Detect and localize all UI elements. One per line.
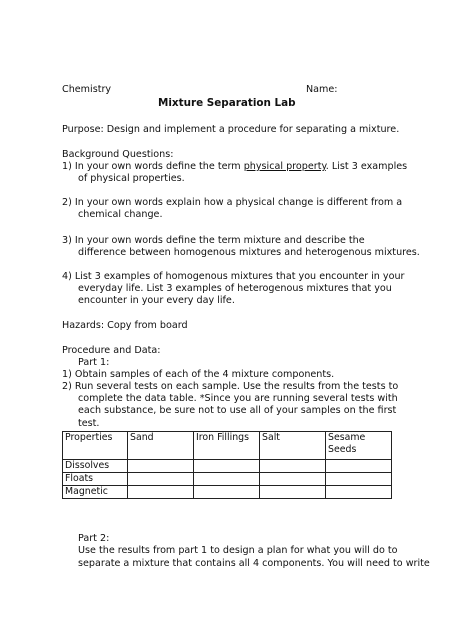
table-cell bbox=[326, 473, 392, 486]
s2-number: 2) bbox=[62, 381, 72, 392]
table-cell bbox=[260, 473, 326, 486]
q1-number: 1) bbox=[62, 161, 72, 172]
question-4 bbox=[62, 271, 405, 283]
table-cell bbox=[260, 460, 326, 473]
q4-line3: encounter in your every day life. bbox=[78, 295, 235, 306]
q2-line1: In your own words explain how a physical change is different from a bbox=[74, 197, 403, 208]
q1-line2: of physical properties. bbox=[78, 173, 185, 184]
part2-line2: separate a mixture that contains all 4 components. You will need to write bbox=[78, 558, 430, 569]
q3-line2: difference between homogenous mixtures and heterogenous mixtures. bbox=[78, 247, 420, 258]
q3-line1: In your own words define the term mixture and describe the bbox=[74, 235, 365, 246]
row-label: Magnetic bbox=[63, 486, 128, 499]
s2-line4: test. bbox=[78, 418, 100, 429]
part2-heading: Part 2: bbox=[78, 533, 110, 544]
header-cell: Properties bbox=[63, 432, 128, 460]
data-table bbox=[62, 431, 392, 499]
table-row bbox=[63, 473, 392, 486]
table-header-row bbox=[63, 432, 392, 460]
header-sesame: Sesame bbox=[328, 432, 366, 443]
row-label: Floats bbox=[63, 473, 128, 486]
q4-line1: List 3 examples of homogenous mixtures that you encounter in your bbox=[74, 271, 405, 282]
subject-label: Chemistry bbox=[62, 84, 112, 95]
table-cell bbox=[260, 486, 326, 499]
table-cell bbox=[326, 486, 392, 499]
question-3 bbox=[62, 235, 365, 247]
q1-text-pre: In your own words define the term bbox=[74, 161, 244, 172]
table-cell bbox=[194, 460, 260, 473]
q3-number: 3) bbox=[62, 235, 72, 246]
s1-number: 1) bbox=[62, 369, 72, 380]
procedure-heading: Procedure and Data: bbox=[62, 345, 161, 356]
q2-number: 2) bbox=[62, 197, 72, 208]
s2-line1: Run several tests on each sample. Use the results from the tests to bbox=[74, 381, 399, 392]
header-cell: Iron Fillings bbox=[194, 432, 260, 460]
table-cell bbox=[194, 473, 260, 486]
question-1 bbox=[62, 161, 407, 173]
table-cell bbox=[194, 486, 260, 499]
table-cell bbox=[128, 486, 194, 499]
q1-text-post: . List 3 examples bbox=[325, 161, 408, 172]
table-cell bbox=[128, 460, 194, 473]
header-cell: Sand bbox=[128, 432, 194, 460]
purpose-text: Purpose: Design and implement a procedure for separating a mixture. bbox=[62, 124, 400, 135]
table-cell bbox=[128, 473, 194, 486]
question-2 bbox=[62, 197, 402, 209]
header-seeds: Seeds bbox=[328, 444, 357, 455]
header-cell: Salt bbox=[260, 432, 326, 460]
table-row bbox=[63, 460, 392, 473]
step-2 bbox=[62, 381, 398, 393]
s2-line3: each substance, be sure not to use all of your samples on the first bbox=[78, 405, 397, 416]
part2-line1: Use the results from part 1 to design a plan for what you will do to bbox=[78, 545, 398, 556]
header-cell bbox=[326, 432, 392, 460]
step-1 bbox=[62, 369, 334, 381]
table-row bbox=[63, 486, 392, 499]
q1-term: physical property bbox=[243, 161, 326, 172]
q4-number: 4) bbox=[62, 271, 72, 282]
q4-line2: everyday life. List 3 examples of heterogenous mixtures that you bbox=[78, 283, 392, 294]
part1-heading: Part 1: bbox=[78, 357, 110, 368]
name-label: Name: bbox=[306, 84, 338, 95]
q2-line2: chemical change. bbox=[78, 209, 163, 220]
background-heading: Background Questions: bbox=[62, 149, 174, 160]
row-label: Dissolves bbox=[63, 460, 128, 473]
hazards-text: Hazards: Copy from board bbox=[62, 320, 188, 331]
s2-line2: complete the data table. *Since you are running several tests with bbox=[78, 393, 398, 404]
page-title: Mixture Separation Lab bbox=[158, 97, 296, 109]
s1-line1: Obtain samples of each of the 4 mixture components. bbox=[74, 369, 335, 380]
table-cell bbox=[326, 460, 392, 473]
